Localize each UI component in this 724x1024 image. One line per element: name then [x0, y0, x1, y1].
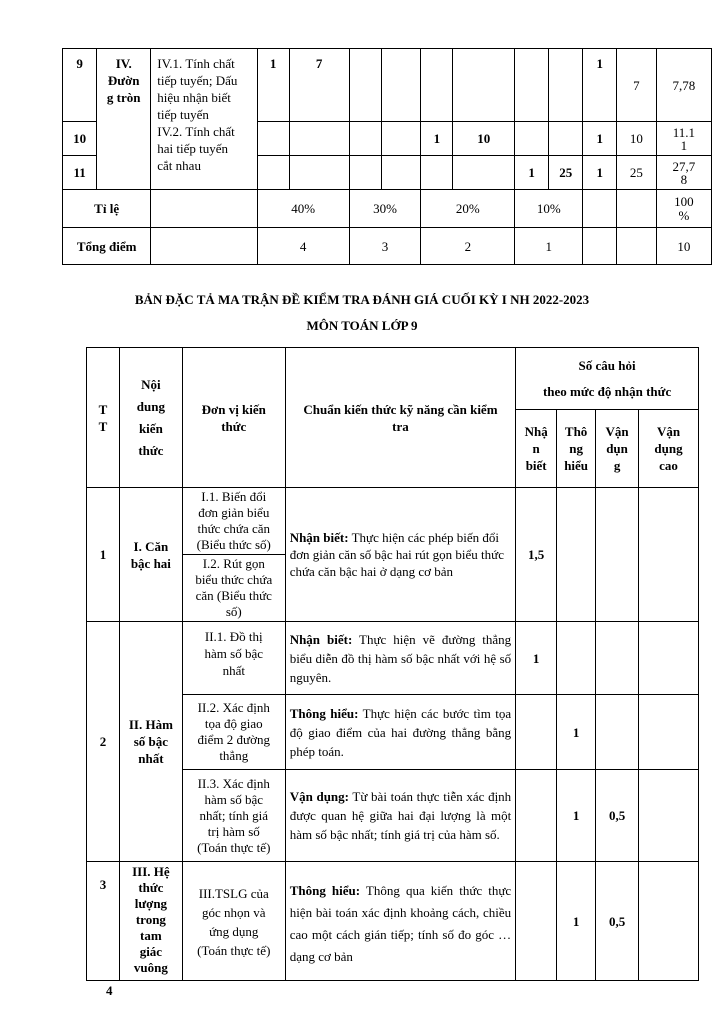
- level3-cell: 0,5: [596, 770, 639, 862]
- unit-cell: I.1. Biến đổi đơn giản biểu thức chứa căn (Biểu thức số): [182, 488, 285, 555]
- row-number: 2: [87, 622, 120, 862]
- cell: [549, 122, 583, 156]
- header-content: Nội dung kiến thức: [119, 348, 182, 488]
- row-number: 10: [63, 122, 97, 156]
- cell: [617, 190, 657, 228]
- table-row: [63, 49, 712, 122]
- level1-cell: [516, 770, 557, 862]
- cell: 1: [257, 49, 289, 122]
- cell: 3: [349, 228, 421, 265]
- cell: [515, 122, 549, 156]
- standard-text: Thông qua kiến thức thực hiện bài toán xác định khoảng cách, chiều cao một cách gián tiếp; tính số đo góc …dạng cơ bản: [289, 883, 512, 964]
- standard-cell: [285, 488, 516, 622]
- level1-cell: [516, 695, 557, 770]
- page-number: 4: [106, 983, 113, 998]
- cell: [151, 228, 257, 265]
- cell: [549, 49, 583, 122]
- cell: [617, 228, 657, 265]
- cell: [453, 49, 515, 122]
- cell: [453, 156, 515, 190]
- score-label: Tổng điểm: [63, 228, 151, 265]
- header-questions: Số câu hỏi theo mức độ nhận thức: [516, 348, 699, 410]
- row-number: 1: [87, 488, 120, 622]
- header-unit: Đơn vị kiến thức: [182, 348, 285, 488]
- table-row: [87, 488, 699, 555]
- row-number: 9: [63, 49, 97, 122]
- level2-cell: 1: [557, 862, 596, 981]
- cell: 11.1 1: [656, 122, 711, 156]
- unit-cell: III.TSLG của góc nhọn và ứng dụng (Toán thực tế): [182, 862, 285, 981]
- cell: [349, 156, 381, 190]
- score-row: [63, 228, 712, 265]
- level3-cell: [596, 622, 639, 695]
- spec-table: [86, 347, 699, 981]
- cell: [421, 156, 453, 190]
- cell: [289, 156, 349, 190]
- header-standard: Chuẩn kiến thức kỹ năng cần kiểm tra: [285, 348, 516, 488]
- level4-cell: [639, 488, 699, 622]
- cell: [583, 228, 617, 265]
- spec-title: BẢN ĐẶC TẢ MA TRẬN ĐỀ KIỂM TRA ĐÁNH GIÁ CUỐI KỲ I NH 2022-2023: [134, 292, 590, 307]
- ratio-label: Tỉ lệ: [63, 190, 151, 228]
- cell: 4: [257, 228, 349, 265]
- standard-cell: [285, 862, 516, 981]
- standard-text: Từ bài toán thực tiễn xác định được quan hệ giữa hai đại lượng là một hàm số bậc nhất; tính giá trị của hàm số.: [289, 789, 512, 842]
- level1-cell: [516, 862, 557, 981]
- level4-cell: [639, 622, 699, 695]
- cell: 100 %: [656, 190, 711, 228]
- standard-text: Thực hiện các phép biến đổi đơn giản căn số bậc hai rút gọn biểu thức chứa căn bậc hai ở dạng cơ bản: [289, 530, 504, 579]
- subject-title: MÔN TOÁN LỚP 9: [306, 318, 418, 333]
- cell: [583, 190, 617, 228]
- header-level2: Thô ng hiểu: [557, 410, 596, 488]
- unit-cell: IV.1. Tính chất tiếp tuyến; Dấu hiệu nhận biết tiếp tuyến IV.2. Tính chất hai tiếp tuyến cắt nhau: [151, 49, 257, 190]
- cell: 1: [421, 122, 453, 156]
- ratio-row: [63, 190, 712, 228]
- header-row: [87, 348, 699, 410]
- cell: 10%: [515, 190, 583, 228]
- cell: 1: [583, 49, 617, 122]
- level2-cell: 1: [557, 770, 596, 862]
- unit-cell: II.3. Xác định hàm số bậc nhất; tính giá trị hàm số (Toán thực tế): [182, 770, 285, 862]
- cell: 1: [515, 228, 583, 265]
- table-row: [87, 622, 699, 695]
- unit-cell: II.2. Xác định tọa độ giao điểm 2 đường thẳng: [182, 695, 285, 770]
- cell: 40%: [257, 190, 349, 228]
- cell: [381, 122, 421, 156]
- level3-cell: [596, 488, 639, 622]
- header-level4: Vận dụng cao: [639, 410, 699, 488]
- cell: [151, 190, 257, 228]
- cell: 27,7 8: [656, 156, 711, 190]
- cell: 30%: [349, 190, 421, 228]
- matrix-table-continuation: [62, 48, 712, 265]
- header-level1: Nhậ n biết: [516, 410, 557, 488]
- cell: [381, 49, 421, 122]
- cell: 10: [656, 228, 711, 265]
- content-cell: II. Hàm số bậc nhất: [119, 622, 182, 862]
- header-level3: Vận dụn g: [596, 410, 639, 488]
- standard-cell: [285, 770, 516, 862]
- cell: [349, 49, 381, 122]
- standard-label: Nhận biết:: [289, 631, 353, 647]
- level4-cell: [639, 695, 699, 770]
- cell: 25: [549, 156, 583, 190]
- standard-label: Thông hiểu:: [289, 705, 359, 721]
- standard-text: Thực hiện vẽ đường thẳng biểu diễn đồ thị hàm số bậc nhất với hệ số nguyên.: [289, 631, 512, 685]
- cell: 10: [617, 122, 657, 156]
- standard-label: Vận dụng:: [289, 789, 349, 804]
- cell: [515, 49, 549, 122]
- standard-text: Thực hiện các bước tìm tọa độ giao điểm của hai đường thẳng bằng phép toán.: [289, 705, 512, 759]
- level3-cell: [596, 695, 639, 770]
- standard-label: Nhận biết:: [289, 530, 349, 545]
- standard-cell: [285, 695, 516, 770]
- cell: [257, 156, 289, 190]
- cell: [257, 122, 289, 156]
- cell: [289, 122, 349, 156]
- cell: 1: [583, 122, 617, 156]
- level2-cell: [557, 488, 596, 622]
- level4-cell: [639, 862, 699, 981]
- level1-cell: 1: [516, 622, 557, 695]
- row-number: 11: [63, 156, 97, 190]
- cell: 7: [617, 49, 657, 122]
- level2-cell: 1: [557, 695, 596, 770]
- content-cell: I. Căn bậc hai: [119, 488, 182, 622]
- cell: [349, 122, 381, 156]
- header-tt: T T: [87, 348, 120, 488]
- cell: 7,78: [656, 49, 711, 122]
- cell: 7: [289, 49, 349, 122]
- level1-cell: 1,5: [516, 488, 557, 622]
- cell: 10: [453, 122, 515, 156]
- standard-label: Thông hiểu:: [289, 883, 361, 898]
- cell: [381, 156, 421, 190]
- table-row: [87, 862, 699, 981]
- level4-cell: [639, 770, 699, 862]
- unit-cell: II.1. Đồ thị hàm số bậc nhất: [182, 622, 285, 695]
- topic-cell: IV. Đườn g tròn: [97, 49, 151, 190]
- unit-cell: I.2. Rút gọn biểu thức chứa căn (Biểu thức số): [182, 555, 285, 622]
- standard-cell: [285, 622, 516, 695]
- cell: 1: [515, 156, 549, 190]
- level2-cell: [557, 622, 596, 695]
- cell: [421, 49, 453, 122]
- cell: 2: [421, 228, 515, 265]
- cell: 25: [617, 156, 657, 190]
- level3-cell: 0,5: [596, 862, 639, 981]
- row-number: 3: [87, 862, 120, 981]
- cell: 1: [583, 156, 617, 190]
- cell: 20%: [421, 190, 515, 228]
- content-cell: III. Hệ thức lượng trong tam giác vuông: [119, 862, 182, 981]
